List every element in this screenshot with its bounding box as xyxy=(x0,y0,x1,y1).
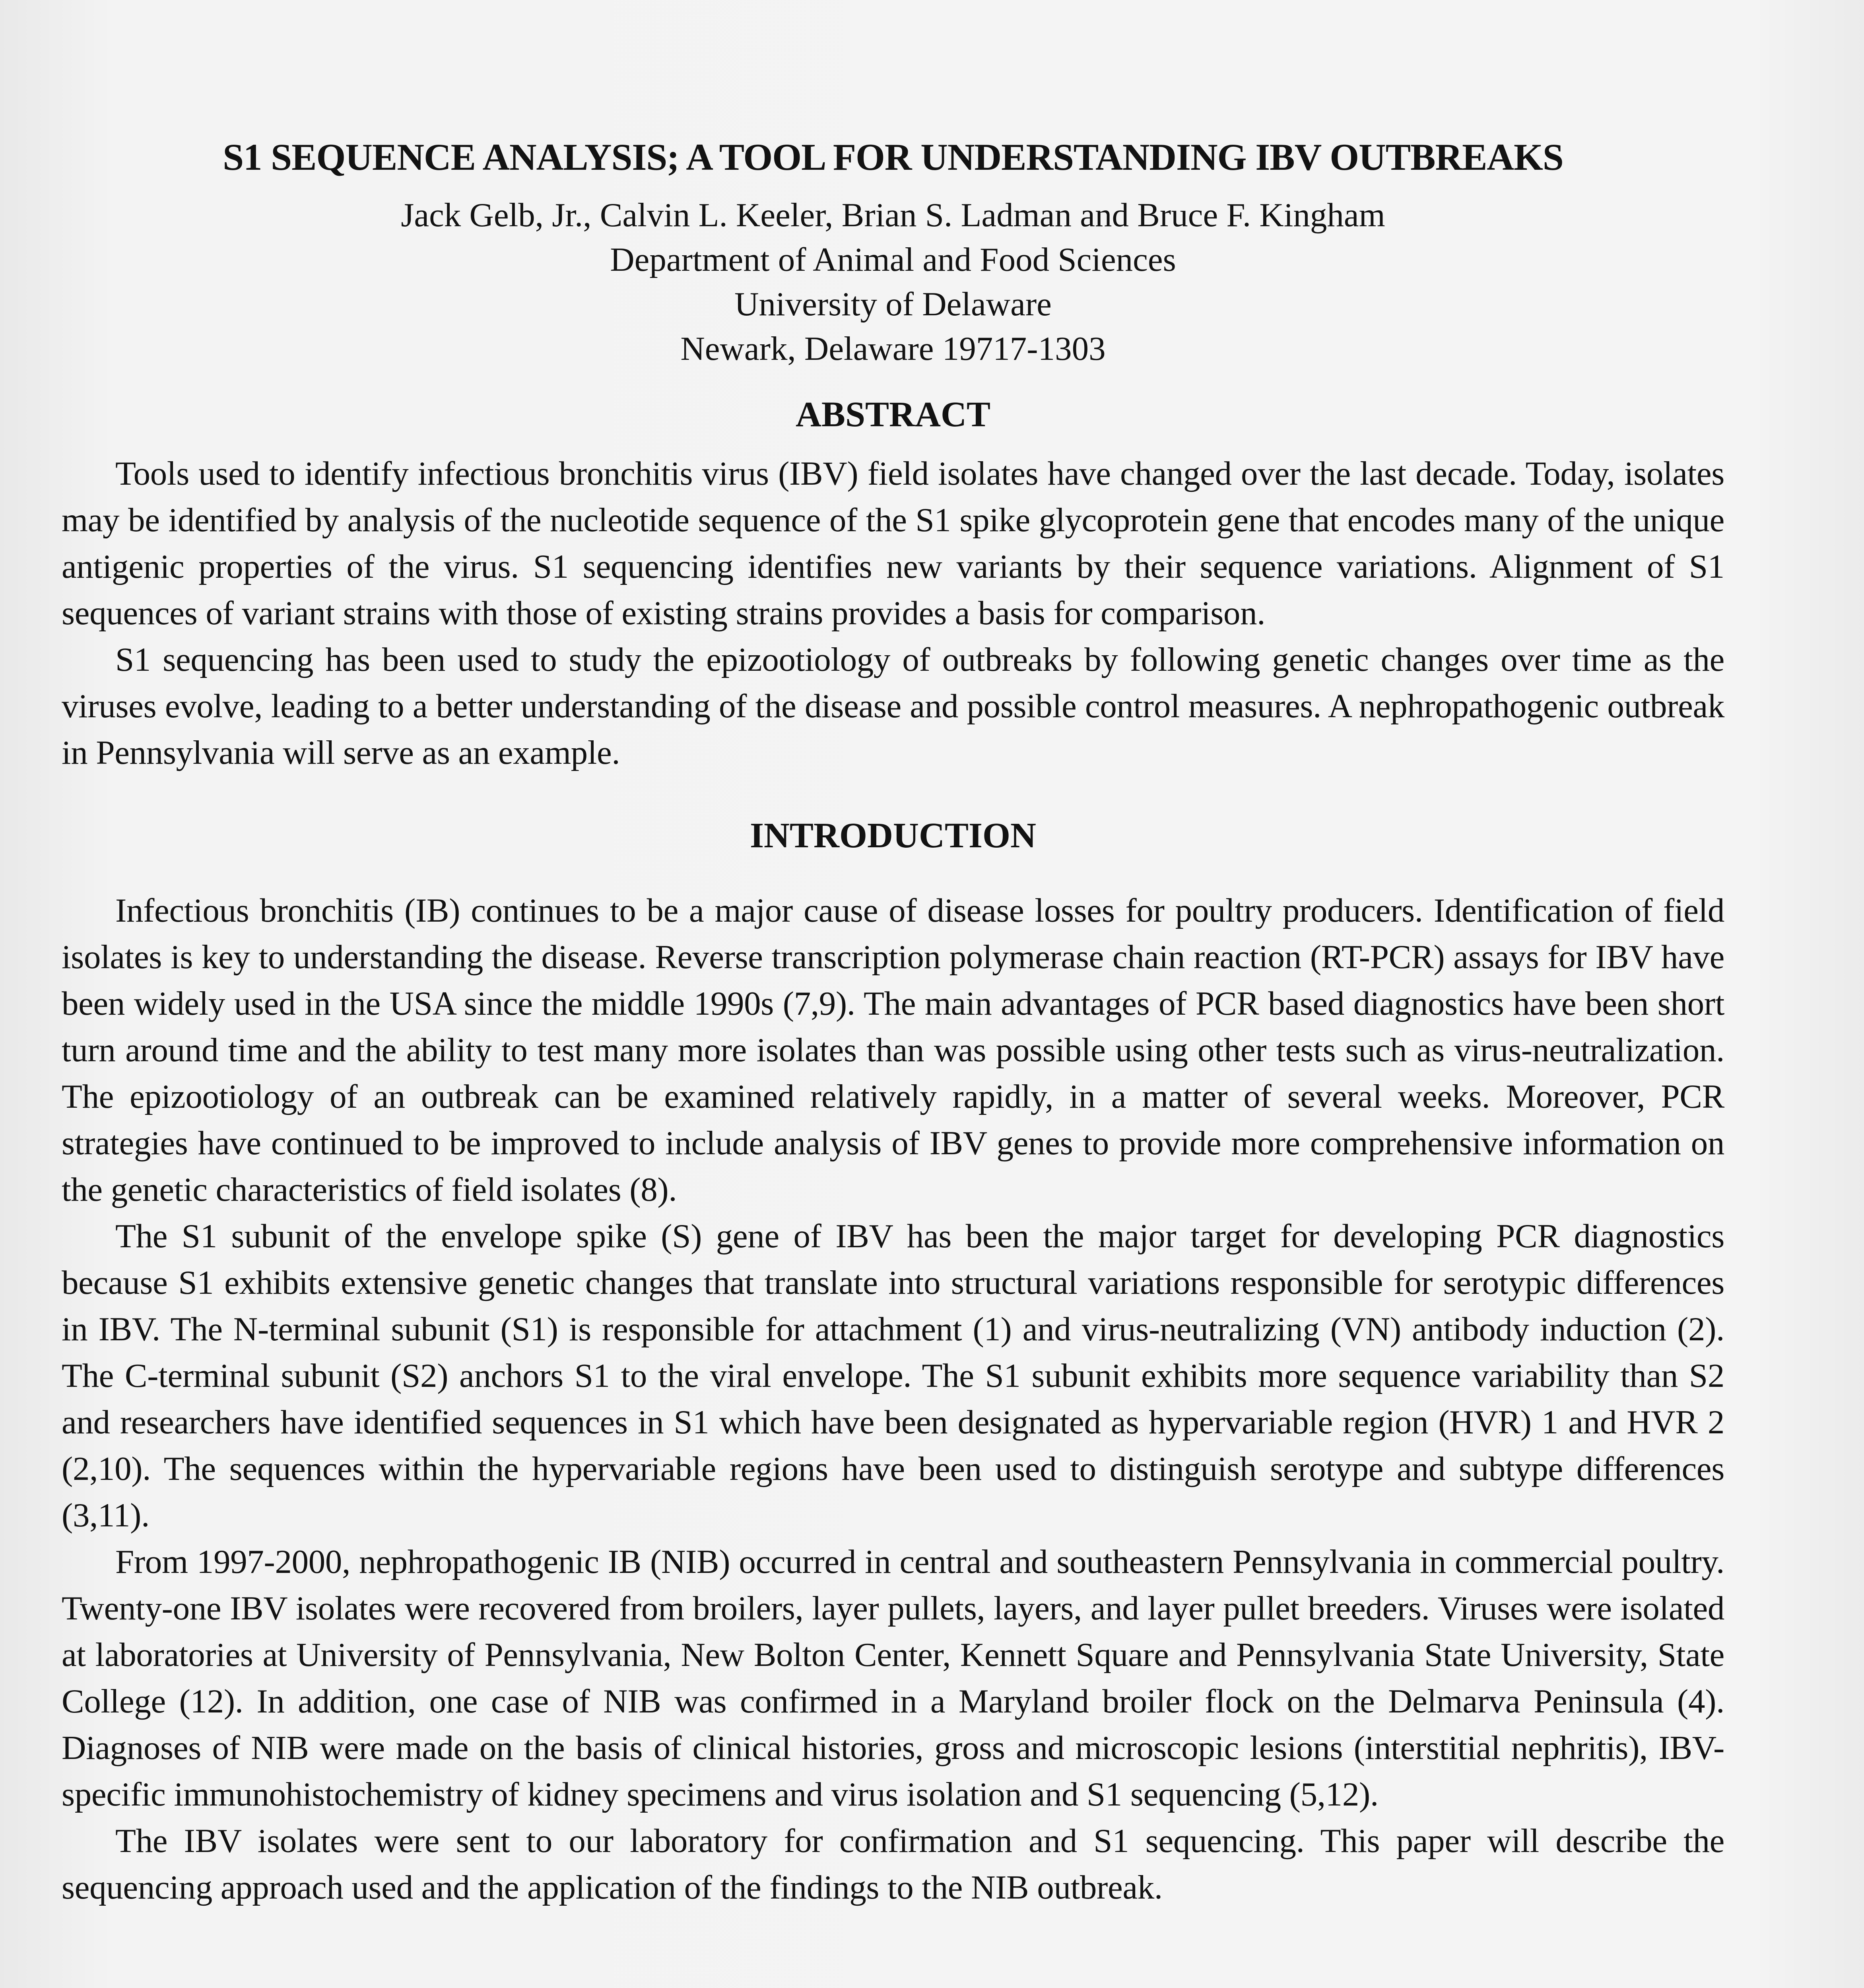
affiliation-address: Newark, Delaware 19717-1303 xyxy=(680,330,1106,367)
introduction-paragraph-2: The S1 subunit of the envelope spike (S) gene of IBV has been the major target for developing PCR diagnostics because S1 exhibits extensive genetic changes that translate into structural variations responsible for serotypic differences in IBV. The N-terminal subunit (S1) is responsible for attachment (1) and virus-neutralizing (VN) antibody induction (2). The C-terminal subunit (S2) anchors S1 to the viral envelope. The S1 subunit exhibits more sequence variability than S2 and researchers have identified sequences in S1 which have been designated as hypervariable region (HVR) 1 and HVR 2 (2,10). The sequences within the hypervariable regions have been used to distinguish serotype and subtype differences (3,11). xyxy=(62,1217,1724,1534)
abstract-paragraph-2: S1 sequencing has been used to study the epizootiology of outbreaks by following genetic changes over time as the viruses evolve, leading to a better understanding of the disease and possible control measures. A nephropathogenic outbreak in Pennsylvania will serve as an example. xyxy=(62,641,1724,771)
introduction-heading: INTRODUCTION xyxy=(749,816,1037,855)
abstract-heading: ABSTRACT xyxy=(795,395,991,434)
introduction-paragraph-4: The IBV isolates were sent to our laboratory for confirmation and S1 sequencing. This paper will describe the sequencing approach used and the application of the findings to the NIB outbreak. xyxy=(62,1822,1724,1906)
paper-content xyxy=(62,133,1724,1911)
introduction-paragraph-3: From 1997-2000, nephropathogenic IB (NIB) occurred in central and southeastern Pennsylvania in commercial poultry. Twenty-one IBV isolates were recovered from broilers, layer pullets, layers, and layer pullet breeders. Viruses were isolated at laboratories at University of Pennsylvania, New Bolton Center, Kennett Square and Pennsylvania State University, State College (12). In addition, one case of NIB was confirmed in a Maryland broiler flock on the Delmarva Peninsula (4). Diagnoses of NIB were made on the basis of clinical histories, gross and microscopic lesions (interstitial nephritis), IBV-specific immunohistochemistry of kidney specimens and virus isolation and S1 sequencing (5,12). xyxy=(62,1543,1724,1813)
paper-title: S1 SEQUENCE ANALYSIS; A TOOL FOR UNDERSTANDING IBV OUTBREAKS xyxy=(223,136,1563,178)
affiliation-department: Department of Animal and Food Sciences xyxy=(610,241,1176,278)
abstract-paragraph-1: Tools used to identify infectious bronchitis virus (IBV) field isolates have changed over the last decade. Today, isolates may be identified by analysis of the nucleotide sequence of the S1 spike glycoprotein gene that encodes many of the unique antigenic properties of the virus. S1 sequencing identifies new variants by their sequence variations. Alignment of S1 sequences of variant strains with those of existing strains provides a basis for comparison. xyxy=(62,455,1724,632)
introduction-paragraph-1: Infectious bronchitis (IB) continues to be a major cause of disease losses for poultry producers. Identification of field isolates is key to understanding the disease. Reverse transcription polymerase chain reaction (RT-PCR) assays for IBV have been widely used in the USA since the middle 1990s (7,9). The main advantages of PCR based diagnostics have been short turn around time and the ability to test many more isolates than was possible using other tests such as virus-neutralization. The epizootiology of an outbreak can be examined relatively rapidly, in a matter of several weeks. Moreover, PCR strategies have continued to be improved to include analysis of IBV genes to provide more comprehensive information on the genetic characteristics of field isolates (8). xyxy=(62,892,1724,1208)
author-list: Jack Gelb, Jr., Calvin L. Keeler, Brian S. Ladman and Bruce F. Kingham xyxy=(401,196,1385,234)
affiliation-university: University of Delaware xyxy=(734,285,1052,323)
